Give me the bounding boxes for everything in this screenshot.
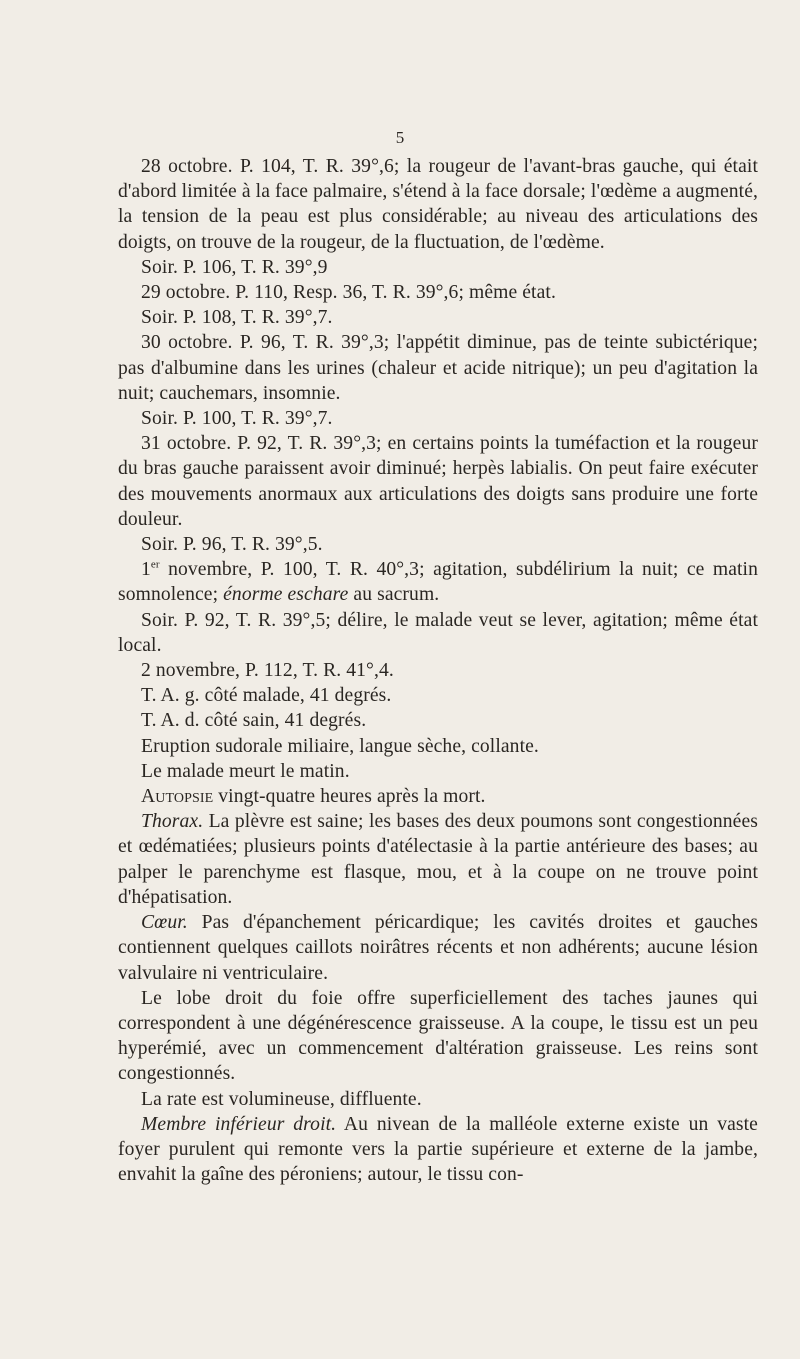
thorax-label: Thorax. (141, 811, 204, 833)
entry-oct-28: 28 octobre. P. 104, T. R. 39°,6; la rougeur de l'avant-bras gauche, qui était d'abord limitée à la face palmaire, s'étend à la face dorsale; l'œdème a augmenté, la tension de la peau est plus considérable; au niveau des articulations des doigts, on trouve de la rougeur, de la fluctuation, de l'œdème. (118, 156, 758, 253)
heart-text: Pas d'épanchement péricardique; les cavités droites et gauches contiennent quelques caillots noirâtres récents et non adhérents; aucune lésion valvulaire ni ventriculaire. (118, 912, 758, 984)
thorax-text: La plèvre est saine; les bases des deux poumons sont congestionnées et œdématiées; plusieurs points d'atélectasie à la partie antérieure des bases; au palper le parenchyme est flasque, mou, et à la coupe on ne trouve point d'hépatisation. (118, 811, 758, 908)
page-number: 5 (395, 128, 405, 147)
entry-oct-29: 29 octobre. P. 110, Resp. 36, T. R. 39°,6; même état. (141, 282, 556, 304)
entry-oct-29-evening: Soir. P. 108, T. R. 39°,7. (141, 307, 333, 329)
entry-oct-31: 31 octobre. P. 92, T. R. 39°,3; en certains points la tuméfaction et la rougeur du bras gauche paraissent avoir diminué; herpès labialis. On peut faire exécuter des mouvements anormaux aux articulations des doigts sans produire une forte douleur. (118, 433, 758, 530)
entry-nov-2-right: T. A. d. côté sain, 41 degrés. (141, 710, 367, 732)
entry-oct-30-evening: Soir. P. 100, T. R. 39°,7. (141, 408, 333, 430)
heart-section (118, 910, 758, 986)
nov1-ordinal: er (150, 558, 160, 571)
autopsy-label: Autopsie (141, 786, 214, 808)
body-text (118, 154, 758, 1187)
entry-nov-1-evening: Soir. P. 92, T. R. 39°,5; délire, le malade veut se lever, agitation; même état local. (118, 609, 758, 656)
limb-section (118, 1112, 758, 1188)
nov1-text-b: au sacrum. (348, 584, 440, 606)
limb-text: Au nivean de la malléole externe existe un vaste foyer purulent qui remonte vers la partie supérieure et externe de la jambe, envahit la gaîne des péroniens; autour, le tissu con- (118, 1113, 758, 1186)
nov1-emphasis: énorme eschare (223, 584, 349, 606)
liver-section: Le lobe droit du foie offre superficiellement des taches jaunes qui correspondent à une dégénérescence graisseuse. A la coupe, le tissu est un peu hyperémié, avec un commencement d'altération graisseuse. Les reins sont congestionnés. (118, 987, 758, 1085)
limb-label: Membre inférieur droit. (141, 1113, 337, 1135)
spleen-section: La rate est volumineuse, diffluente. (141, 1088, 422, 1110)
entry-oct-28-evening: Soir. P. 106, T. R. 39°,9 (141, 256, 328, 278)
entry-oct-31-evening: Soir. P. 96, T. R. 39°,5. (141, 534, 323, 556)
nov1-day: 1 (141, 559, 151, 581)
autopsy-heading (118, 784, 758, 809)
entry-nov-2-left: T. A. g. côté malade, 41 degrés. (141, 685, 392, 707)
entry-nov-1 (118, 557, 758, 607)
entry-nov-2: 2 novembre, P. 112, T. R. 41°,4. (141, 660, 394, 682)
thorax-section (118, 809, 758, 910)
entry-oct-30: 30 octobre. P. 96, T. R. 39°,3; l'appétit diminue, pas de teinte subictérique; pas d'albumine dans les urines (chaleur et acide nitrique); un peu d'agitation la nuit; cauchemars, insomnie. (118, 332, 758, 404)
entry-death: Le malade meurt le matin. (141, 760, 350, 782)
nov1-text-a: novembre, P. 100, T. R. 40°,3; agitation, subdélirium la nuit; ce matin somnolence; (118, 559, 758, 606)
entry-eruption: Eruption sudorale miliaire, langue sèche, collante. (141, 735, 539, 757)
heart-label: Cœur. (141, 912, 188, 934)
autopsy-text: vingt-quatre heures après la mort. (213, 786, 486, 808)
